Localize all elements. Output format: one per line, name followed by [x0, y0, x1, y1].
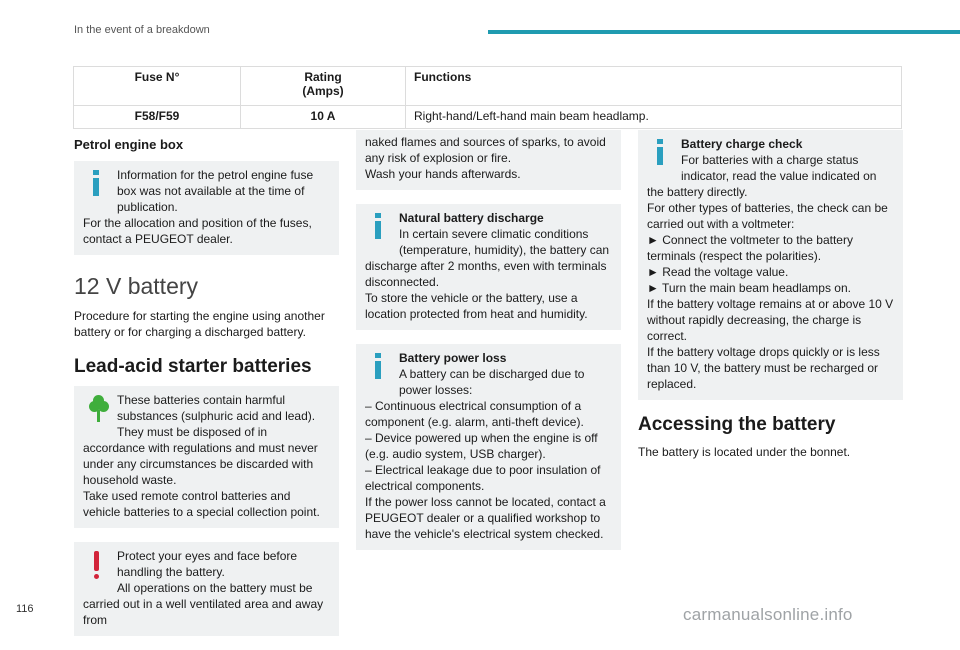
info-icon: [651, 139, 673, 169]
power-loss-title: Battery power loss: [399, 351, 507, 365]
cell-rating: 10 A: [241, 106, 406, 129]
power-loss-box: [356, 344, 621, 550]
eco-box: [74, 386, 339, 528]
accessing-battery-text: The battery is located under the bonnet.: [638, 445, 851, 459]
battery-heading: 12 V battery: [74, 273, 199, 299]
column-2: [356, 130, 621, 564]
warning-text: All operations on the battery must be carried out in a well ventilated area and away from: [83, 581, 324, 627]
eco-text: These batteries contain harmful substances (sulphuric acid and lead).: [117, 393, 316, 423]
warning-text: Protect your eyes and face before handling the battery.: [117, 549, 298, 579]
eco-text: Take used remote control batteries and vehicle batteries to a special collection point.: [83, 489, 320, 519]
warning-text: naked flames and sources of sparks, to avoid any risk of explosion or fire.: [365, 135, 606, 165]
warning-box-continued: [356, 130, 621, 190]
header-rating-line2: (Amps): [302, 84, 344, 98]
cell-function: Right-hand/Left-hand main beam headlamp.: [406, 106, 902, 129]
charge-check-text: If the battery voltage drops quickly or is less than 10 V, the battery must be recharged or replaced.: [647, 345, 880, 391]
warning-box: [74, 542, 339, 636]
battery-intro: Procedure for starting the engine using another battery or for charging a discharged battery.: [74, 309, 325, 339]
power-loss-text: A battery can be discharged due to power losses:: [399, 367, 585, 397]
header-rating-line1: Rating: [304, 70, 342, 84]
page-number: 116: [16, 603, 34, 615]
accessing-battery-heading: Accessing the battery: [638, 414, 836, 435]
info-text: Information for the petrol engine fuse box was not available at the time of publication.: [117, 168, 314, 214]
fuse-table-header: [74, 67, 902, 106]
charge-check-text: For batteries with a charge status indicator, read the value indicated on the battery directly.: [647, 153, 877, 199]
eco-leaf-icon: [87, 395, 109, 425]
cell-fuse: F58/F59: [74, 106, 241, 129]
power-loss-text: – Electrical leakage due to poor insulation of electrical components.: [365, 463, 601, 493]
charge-check-step: ► Read the voltage value.: [647, 265, 789, 279]
discharge-title: Natural battery discharge: [399, 211, 544, 225]
power-loss-text: – Device powered up when the engine is off (e.g. audio system, USB charger).: [365, 431, 598, 461]
watermark: carmanualsonline.info: [683, 605, 853, 624]
info-text: For the allocation and position of the fuses, contact a PEUGEOT dealer.: [83, 216, 312, 246]
charge-check-text: If the battery voltage remains at or above 10 V without rapidly decreasing, the charge is correct.: [647, 297, 894, 343]
charge-check-step: ► Turn the main beam headlamps on.: [647, 281, 851, 295]
table-row: [74, 106, 902, 129]
power-loss-text: – Continuous electrical consumption of a component (e.g. alarm, anti-theft device).: [365, 399, 584, 429]
lead-acid-heading: Lead-acid starter batteries: [74, 356, 312, 377]
charge-check-text: For other types of batteries, the check can be carried out with a voltmeter:: [647, 201, 888, 231]
header-functions: Functions: [406, 67, 902, 106]
eco-text: They must be disposed of in accordance with regulations and must never under any circumstances be discarded with household waste.: [83, 425, 318, 487]
info-icon: [369, 353, 391, 383]
petrol-engine-box-heading: Petrol engine box: [74, 137, 184, 152]
header-accent-bar: [488, 30, 960, 34]
column-3: [638, 130, 903, 466]
column-1: [74, 130, 339, 650]
charge-check-title: Battery charge check: [681, 137, 803, 151]
discharge-text: In certain severe climatic conditions (temperature, humidity), the battery can discharge after 2 months, even with terminals disconnected.: [365, 227, 610, 289]
power-loss-text: If the power loss cannot be located, contact a PEUGEOT dealer or a qualified workshop to have the vehicle's electrical system checked.: [365, 495, 606, 541]
discharge-box: [356, 204, 621, 330]
header-fuse-number: Fuse N°: [74, 67, 241, 106]
charge-check-step: ► Connect the voltmeter to the battery terminals (respect the polarities).: [647, 233, 853, 263]
petrol-info-box: [74, 161, 339, 255]
fuse-table: [73, 66, 902, 129]
section-title: In the event of a breakdown: [74, 24, 210, 36]
info-icon: [369, 213, 391, 243]
warning-text: Wash your hands afterwards.: [365, 167, 521, 181]
discharge-text: To store the vehicle or the battery, use a location protected from heat and humidity.: [365, 291, 588, 321]
info-icon: [87, 170, 109, 200]
header-rating: [241, 67, 406, 106]
charge-check-box: [638, 130, 903, 400]
warning-icon: [87, 551, 109, 581]
